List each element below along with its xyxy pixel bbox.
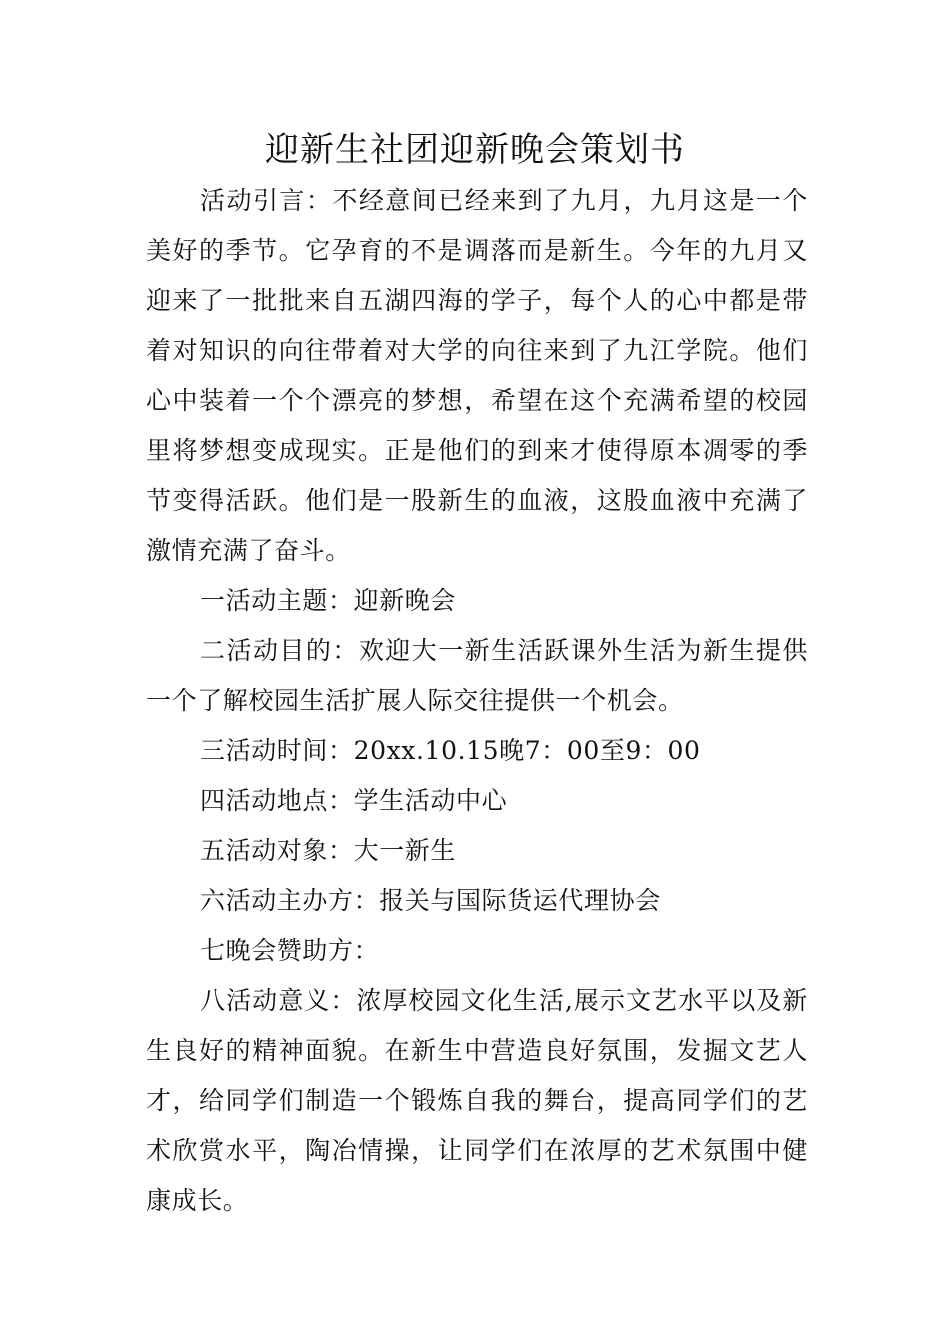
paragraph-theme: 一活动主题：迎新晚会	[200, 586, 457, 615]
document-body	[146, 176, 808, 1226]
document-title: 迎新生社团迎新晚会策划书	[265, 130, 685, 170]
paragraph-significance: 八活动意义：浓厚校园文化生活,展示文艺水平以及新生良好的精神面貌。在新生中营造良好氛围，发掘文艺人才，给同学们制造一个锻炼自我的舞台，提高同学们的艺术欣赏水平，陶冶情操，让同学们在浓厚的艺术氛围中健康成长。	[146, 986, 808, 1215]
paragraph-time: 三活动时间：20xx.10.15晚7：00至9：00	[200, 736, 701, 765]
paragraph-organizer: 六活动主办方：报关与国际货运代理协会	[200, 886, 661, 915]
paragraph-audience: 五活动对象：大一新生	[200, 836, 457, 865]
paragraph-location: 四活动地点：学生活动中心	[200, 786, 508, 815]
paragraph-sponsor: 七晚会赞助方：	[200, 936, 380, 965]
paragraph-introduction: 活动引言：不经意间已经来到了九月，九月这是一个美好的季节。它孕育的不是调落而是新生。今年的九月又迎来了一批批来自五湖四海的学子，每个人的心中都是带着对知识的向往带着对大学的向往来到了九江学院。他们心中装着一个个漂亮的梦想，希望在这个充满希望的校园里将梦想变成现实。正是他们的到来才使得原本凋零的季节变得活跃。他们是一股新生的血液，这股血液中充满了激情充满了奋斗。	[146, 186, 808, 565]
paragraph-purpose: 二活动目的：欢迎大一新生活跃课外生活为新生提供一个了解校园生活扩展人际交往提供一个机会。	[146, 636, 808, 715]
